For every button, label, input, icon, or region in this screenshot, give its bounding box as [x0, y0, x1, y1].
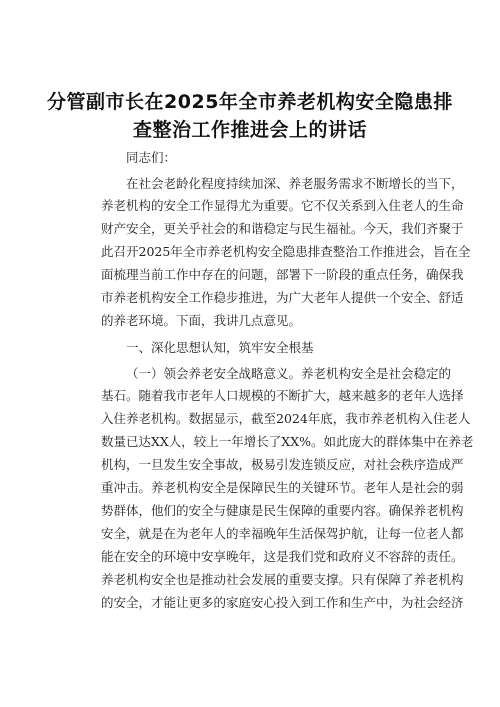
body-line: 财产安全，更关乎社会的和谐稳定与民生福祉。今天，我们齐聚于	[101, 221, 464, 236]
body-line: 重冲击。养老机构安全是保障民生的关键环节。老年人是社会的弱	[101, 480, 464, 495]
section-heading: 一、深化思想认知，筑牢安全根基	[126, 340, 314, 355]
body-line: 市养老机构安全工作稳步推进，为广大老年人提供一个安全、舒适	[101, 290, 464, 305]
body-line: 入住养老机构。数据显示，截至2024年底，我市养老机构入住老人	[101, 411, 471, 426]
document-title-line-1: 分管副市长在2025年全市养老机构安全隐患排	[47, 91, 453, 113]
body-line: 机构，一旦发生安全事故，极易引发连锁反应，对社会秩序造成严	[101, 457, 464, 472]
body-line: 的安全，才能让更多的家庭安心投入到工作和生产中，为社会经济	[101, 595, 464, 610]
body-line: （一）领会养老安全战略意义。养老机构安全是社会稳定的	[126, 366, 452, 381]
body-line: 数量已达XX人，较上一年增长了XX%。如此庞大的群体集中在养老	[101, 434, 474, 449]
body-line: 能在安全的环境中安享晚年，这是我们党和政府义不容辞的责任。	[101, 549, 464, 564]
salutation: 同志们：	[126, 150, 177, 165]
body-line: 势群体，他们的安全与健康是民生保障的重要内容。确保养老机构	[101, 503, 464, 518]
body-line: 养老机构安全也是推动社会发展的重要支撑。只有保障了养老机构	[101, 572, 464, 587]
body-line: 基石。随着我市老年人口规模的不断扩大，越来越多的老年人选择	[101, 388, 464, 403]
body-line: 在社会老龄化程度持续加深、养老服务需求不断增长的当下，	[126, 176, 464, 191]
body-line: 安全，就是在为老年人的幸福晚年生活保驾护航，让每一位老人都	[101, 526, 464, 541]
body-line: 养老机构的安全工作显得尤为重要。它不仅关系到入住老人的生命	[101, 198, 464, 213]
body-line: 面梳理当前工作中存在的问题，部署下一阶段的重点任务，确保我	[101, 267, 464, 282]
document-title-line-2: 查整治工作推进会上的讲话	[132, 119, 367, 141]
body-line: 此召开2025年全市养老机构安全隐患排查整治工作推进会，旨在全	[101, 244, 471, 259]
body-line: 的养老环境。下面，我讲几点意见。	[101, 313, 302, 328]
